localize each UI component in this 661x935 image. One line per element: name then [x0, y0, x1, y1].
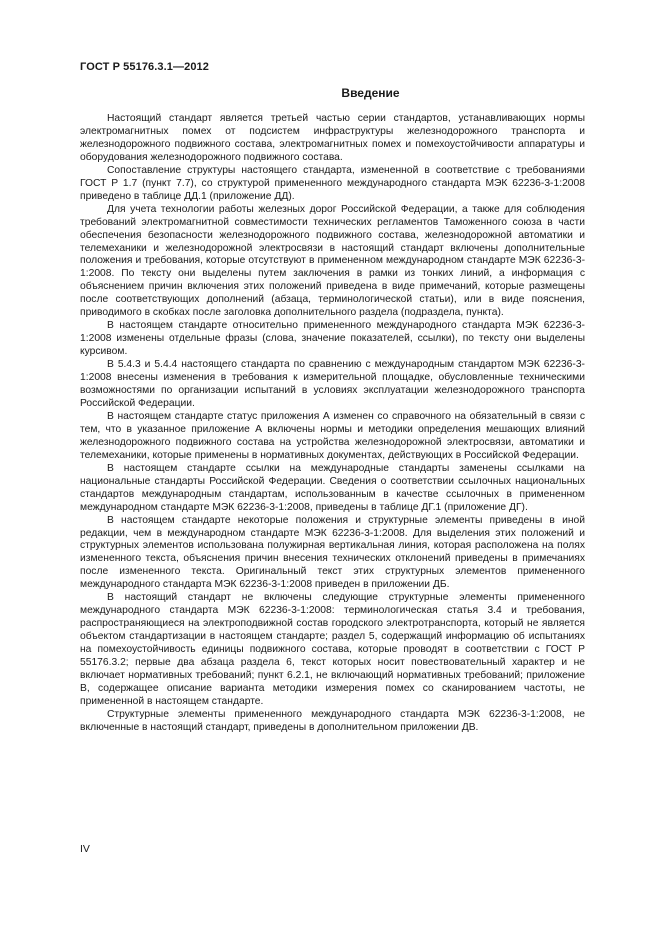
paragraph: Для учета технологии работы железных дорог Российской Федерации, а также для соблюдения требований электромагнитной совместимости технических регламентов Таможенного союза в части обеспечения безопасности железнодорожного подвижного состава, железнодорожной автоматики и телемеханики и железнодорожной электросвязи в настоящий стандарт включены дополнительные положения и требования, которые отсутствуют в примененном международном стандарте МЭК 62236-3-1:2008. По тексту они выделены путем заключения в рамки из тонких линий, а информация с объяснением причин включения этих положений приведена в виде примечаний, которые размещены после соответствующих дополнений (абзаца, терминологической статьи), или в виде пояснения, приводимого в скобках после заголовка дополнительного раздела (подраздела, пункта).	[80, 203, 585, 319]
standard-designation: ГОСТ Р 55176.3.1—2012	[80, 61, 209, 73]
paragraph: Настоящий стандарт является третьей частью серии стандартов, устанавливающих нормы электромагнитных помех от подсистем инфраструктуры железнодорожного транспорта и железнодорожного подвижного состава, электромагнитных помех и помехоустойчивости аппаратуры и оборудования железнодорожного подвижного состава.	[80, 113, 585, 163]
paragraph: В настоящем стандарте относительно примененного международного стандарта МЭК 62236-3-1:2008 изменены отдельные фразы (слова, значение показателей, ссылки), по тексту они выделены курсивом.	[80, 320, 585, 358]
paragraph: В настоящем стандарте некоторые положения и структурные элементы приведены в иной редакции, чем в международном стандарте МЭК 62236-3-1:2008. Для выделения этих положений и структурных элементов использована полужирная вертикальная линия, которая расположена на полях измененного текста, объяснения причин внесения технических отклонений приведены в примечаниях после измененного текста. Оригинальный текст этих структурных элементов примененного международного стандарта МЭК 62236-3-1:2008 приведен в приложении ДБ.	[80, 514, 585, 591]
paragraph: Сопоставление структуры настоящего стандарта, измененной в соответствие с требованиями ГОСТ Р 1.7 (пункт 7.7), со структурой примененного международного стандарта МЭК 62236-3-1:2008 приведено в таблице ДД.1 (приложение ДД).	[80, 164, 585, 202]
page-number: IV	[80, 843, 90, 855]
introduction-body	[80, 113, 585, 735]
paragraph: В настоящем стандарте статус приложения А изменен со справочного на обязательный в связи с тем, что в указанное приложение А включены нормы и методики определения мешающих влияний железнодорожного подвижного состава на устройства железнодорожной электросвязи, автоматики и телемеханики, которые применены в нормативных документах, действующих в Российской Федерации.	[80, 410, 585, 461]
paragraph: В настоящий стандарт не включены следующие структурные элементы примененного международного стандарта МЭК 62236-3-1:2008: терминологическая статья 3.4 и требования, распространяющиеся на электроподвижной состав городского электротранспорта, который не является объектом стандартизации в настоящем стандарте; раздел 5, содержащий информацию об испытаниях на помехоустойчивость единицы подвижного состава, которые проводят в соответствии с ГОСТ Р 55176.3.2; первые два абзаца раздела 6, текст которых носит повествовательный характер и не включает нормативных требований; пункт 6.2.1, не включающий нормативных требований; приложение В, содержащее описание варианта методики измерения помех со сканированием частоты, не примененной в настоящем стандарте.	[80, 592, 585, 707]
paragraph: В настоящем стандарте ссылки на международные стандарты заменены ссылками на национальные стандарты Российской Федерации. Сведения о соответствии ссылочных национальных стандартов международным стандартам, использованным в качестве ссылочных в примененном международном стандарте МЭК 62236-3-1:2008, приведены в таблице ДГ.1 (приложение ДГ).	[80, 462, 585, 513]
paragraph: В 5.4.3 и 5.4.4 настоящего стандарта по сравнению с международным стандартом МЭК 62236-3-1:2008 внесены изменения в требования к измерительной площадке, обусловленные техническими возможностями по организации испытаний в условиях эксплуатации железнодорожного транспорта Российской Федерации.	[80, 359, 585, 409]
section-title: Введение	[341, 86, 400, 100]
paragraph: Структурные элементы примененного международного стандарта МЭК 62236-3-1:2008, не включенные в настоящий стандарт, приведены в дополнительном приложении ДВ.	[80, 708, 585, 733]
